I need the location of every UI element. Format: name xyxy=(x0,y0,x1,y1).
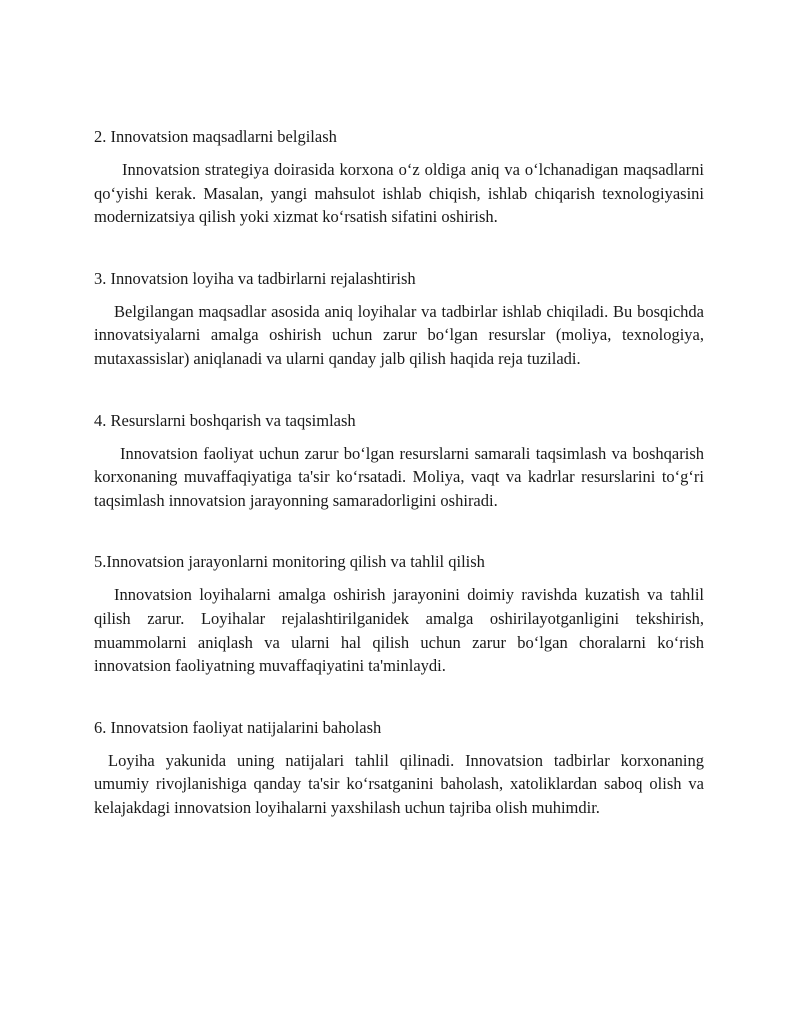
section-spacer xyxy=(94,229,704,267)
section-spacer xyxy=(94,678,704,716)
section-heading: 4. Resurslarni boshqarish va taqsimlash xyxy=(94,410,356,430)
section-spacer xyxy=(94,512,704,550)
document-page xyxy=(94,125,704,820)
section-heading: 6. Innovatsion faoliyat natijalarini baholash xyxy=(94,717,382,737)
section-paragraph: Loyiha yakunida uning natijalari tahlil qilinadi. Innovatsion tadbirlar korxonaning umumiy rivojlanishiga qanday ta'sir ko‘rsatganini baholash, xatoliklardan saboq olish va kelajakdagi innovatsion loyihalarni yaxshilash uchun tajriba olish muhimdir. xyxy=(94,750,704,817)
section-paragraph: Innovatsion faoliyat uchun zarur bo‘lgan resurslarni samarali taqsimlash va boshqarish korxonaning muvaffaqiyatiga ta'sir ko‘rsatadi. Moliya, vaqt va kadrlar resurslarini to‘g‘ri taqsimlash innovatsion jarayonning samaradorligini oshiradi. xyxy=(94,443,704,510)
section-3 xyxy=(94,267,704,371)
section-heading: 2. Innovatsion maqsadlarni belgilash xyxy=(94,127,337,146)
section-heading: 3. Innovatsion loyiha va tadbirlarni rejalashtirish xyxy=(94,268,416,288)
section-heading: 5.Innovatsion jarayonlarni monitoring qilish va tahlil qilish xyxy=(94,552,485,572)
section-paragraph: Innovatsion loyihalarni amalga oshirish jarayonini doimiy ravishda kuzatish va tahlil qilish zarur. Loyihalar rejalashtirilganidek amalga oshirilayotganligini tekshirish, muammolarni aniqlash va ularni hal qilish uchun zarur bo‘lgan choralarni ko‘rish innovatsion faoliyatning muvaffaqiyatini ta'minlaydi. xyxy=(94,585,704,676)
section-spacer xyxy=(94,371,704,409)
section-paragraph: Belgilangan maqsadlar asosida aniq loyihalar va tadbirlar ishlab chiqiladi. Bu bosqichda innovatsiyalarni amalga oshirish uchun zarur bo‘lgan resurslar (moliya, texnologiya, mutaxassislar) aniqlanadi va ularni qanday jalb qilish haqida reja tuziladi. xyxy=(94,301,704,368)
section-5 xyxy=(94,550,704,677)
section-6 xyxy=(94,716,704,820)
section-2 xyxy=(94,125,704,229)
section-4 xyxy=(94,409,704,513)
section-paragraph: Innovatsion strategiya doirasida korxona o‘z oldiga aniq va o‘lchanadigan maqsadlarni qo‘yishi kerak. Masalan, yangi mahsulot ishlab chiqish, ishlab chiqarish texnologiyasini modernizatsiya qilish yoki xizmat ko‘rsatish sifatini oshirish. xyxy=(94,160,704,227)
